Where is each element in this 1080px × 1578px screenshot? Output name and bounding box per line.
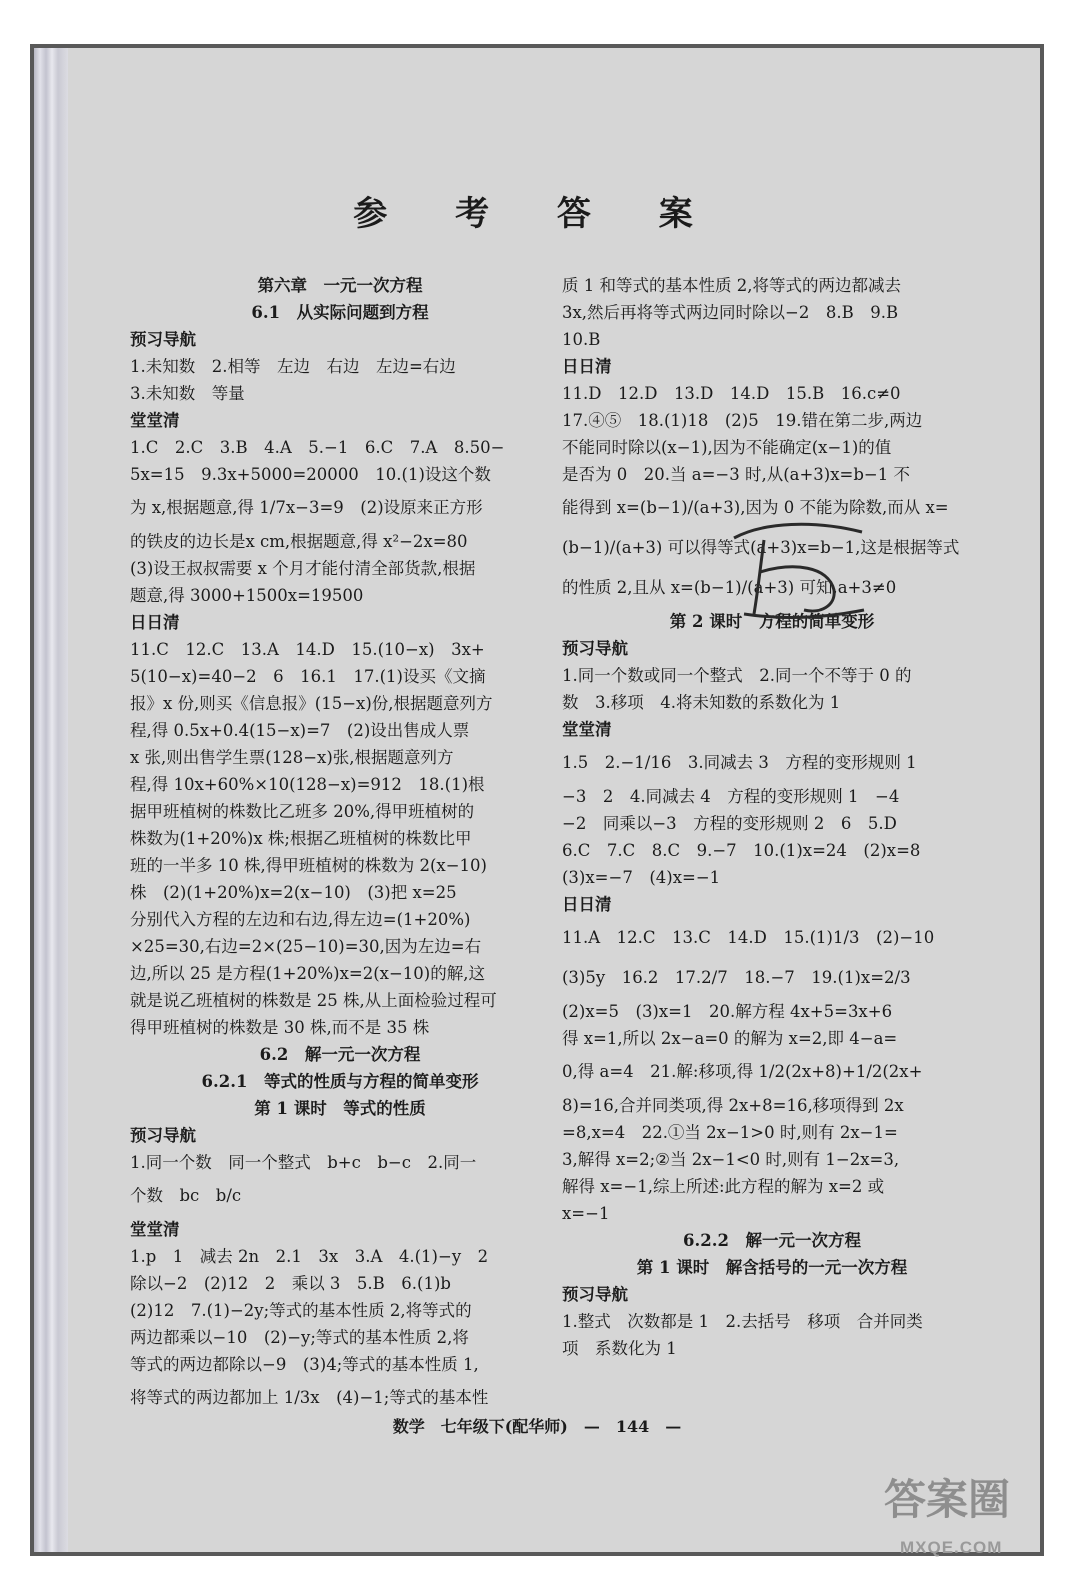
answer-line: 程,得 0.5x+0.4(15−x)=7 (2)设出售成人票 xyxy=(130,721,470,740)
answer-line: 两边都乘以−10 (2)−y;等式的基本性质 2,将 xyxy=(130,1328,469,1347)
answer-line: 3,解得 x=2;②当 2x−1<0 时,则有 1−2x=3, xyxy=(562,1150,900,1169)
answer-line: 5x=15 9.3x+5000=20000 10.(1)设这个数 xyxy=(130,465,491,484)
answer-line: (3)设王叔叔需要 x 个月才能付清全部货款,根据 xyxy=(130,559,476,578)
answer-page xyxy=(34,48,1040,1552)
answer-line: 分别代入方程的左边和右边,得左边=(1+20%) xyxy=(130,910,471,929)
answer-line: 项 系数化为 1 xyxy=(562,1339,677,1358)
answer-line: 解得 x=−1,综上所述:此方程的解为 x=2 或 xyxy=(562,1177,885,1196)
answer-line: 11.C 12.C 13.A 14.D 15.(10−x) 3x+ xyxy=(130,640,485,659)
subsection-label: 日日清 xyxy=(130,613,180,632)
section-heading: 6.2 解一元一次方程 xyxy=(259,1045,421,1064)
answer-line: 程,得 10x+60%×10(128−x)=912 18.(1)根 xyxy=(130,775,485,794)
answer-line: 1.整式 次数都是 1 2.去括号 移项 合并同类 xyxy=(562,1312,923,1331)
chapter-heading: 第六章 一元一次方程 xyxy=(257,276,423,295)
answer-line: 的性质 2,且从 x=(b−1)/(a+3) 可知,a+3≠0 xyxy=(562,578,897,597)
answer-line: 1.同一个数或同一个整式 2.同一个不等于 0 的 xyxy=(562,666,912,685)
answer-line: −2 同乘以−3 方程的变形规则 2 6 5.D xyxy=(562,814,897,833)
answer-line: 0,得 a=4 21.解:移项,得 1/2(2x+8)+1/2(2x+ xyxy=(562,1062,923,1081)
answer-line: 1.p 1 减去 2n 2.1 3x 3.A 4.(1)−y 2 xyxy=(130,1247,489,1266)
left-column xyxy=(130,272,550,1418)
answer-line: 8)=16,合并同类项,得 2x+8=16,移项得到 2x xyxy=(562,1096,904,1115)
answer-line: 质 1 和等式的基本性质 2,将等式的两边都减去 xyxy=(562,276,901,295)
answer-line: 1.未知数 2.相等 左边 右边 左边=右边 xyxy=(130,357,456,376)
answer-line: 得甲班植树的株数是 30 株,而不是 35 株 xyxy=(130,1018,430,1037)
answer-line: 17.④⑤ 18.(1)18 (2)5 19.错在第二步,两边 xyxy=(562,411,923,430)
section-heading: 6.1 从实际问题到方程 xyxy=(251,303,429,322)
answer-line: ×25=30,右边=2×(25−10)=30,因为左边=右 xyxy=(130,937,482,956)
answer-line: 6.C 7.C 8.C 9.−7 10.(1)x=24 (2)x=8 xyxy=(562,841,921,860)
answer-line: 是否为 0 20.当 a=−3 时,从(a+3)x=b−1 不 xyxy=(562,465,910,484)
answer-line: (2)x=5 (3)x=1 20.解方程 4x+5=3x+6 xyxy=(562,1002,893,1021)
answer-line: 11.A 12.C 13.C 14.D 15.(1)1/3 (2)−10 xyxy=(562,928,935,947)
answer-line: 为 x,根据题意,得 1/7x−3=9 (2)设原来正方形 xyxy=(130,498,483,517)
svg-text:答案圈: 答案圈 xyxy=(884,1475,1011,1524)
answer-line: 将等式的两边都加上 1/3x (4)−1;等式的基本性 xyxy=(130,1388,489,1407)
handwritten-scribble xyxy=(724,510,874,630)
answer-line: 3.未知数 等量 xyxy=(130,384,245,403)
answer-line: 不能同时除以(x−1),因为不能确定(x−1)的值 xyxy=(562,438,892,457)
answer-line: 数 3.移项 4.将未知数的系数化为 1 xyxy=(562,693,841,712)
subsection-label: 日日清 xyxy=(562,357,612,376)
answer-line: 5(10−x)=40−2 6 16.1 17.(1)设买《文摘 xyxy=(130,667,486,686)
answer-line: 10.B xyxy=(562,330,601,349)
lesson-heading: 第 1 课时 解含括号的一元一次方程 xyxy=(636,1258,908,1277)
answer-line: 等式的两边都除以−9 (3)4;等式的基本性质 1, xyxy=(130,1355,479,1374)
answer-line: x 张,则出售学生票(128−x)张,根据题意列方 xyxy=(130,748,454,767)
answer-line: =8,x=4 22.①当 2x−1>0 时,则有 2x−1= xyxy=(562,1123,898,1142)
answer-line: 1.5 2.−1/16 3.同减去 3 方程的变形规则 1 xyxy=(562,753,917,772)
right-column xyxy=(562,272,982,1362)
subsection-label: 堂堂清 xyxy=(130,411,180,430)
section-heading: 6.2.2 解一元一次方程 xyxy=(683,1231,861,1250)
subsection-label: 预习导航 xyxy=(130,330,196,349)
answer-line: (2)12 7.(1)−2y;等式的基本性质 2,将等式的 xyxy=(130,1301,472,1320)
answer-line: 株 (2)(1+20%)x=2(x−10) (3)把 x=25 xyxy=(130,883,457,902)
answer-line: 的铁皮的边长是x cm,根据题意,得 x²−2x=80 xyxy=(130,532,468,551)
answer-line: 3x,然后再将等式两边同时除以−2 8.B 9.B xyxy=(562,303,899,322)
answer-line: 除以−2 (2)12 2 乘以 3 5.B 6.(1)b xyxy=(130,1274,451,1293)
answer-line: 班的一半多 10 株,得甲班植树的株数为 2(x−10) xyxy=(130,856,487,875)
answer-line: 题意,得 3000+1500x=19500 xyxy=(130,586,364,605)
watermark-logo xyxy=(880,1468,1030,1528)
watermark-url: MXQE.COM xyxy=(900,1538,1003,1557)
subsection-label: 堂堂清 xyxy=(562,720,612,739)
answer-line: 个数 bc b/c xyxy=(130,1186,242,1205)
lesson-heading: 第 1 课时 等式的性质 xyxy=(254,1099,426,1118)
answer-line: 1.C 2.C 3.B 4.A 5.−1 6.C 7.A 8.50− xyxy=(130,438,505,457)
answer-line: (b−1)/(a+3) 可以得等式(a+3)x=b−1,这是根据等式 xyxy=(562,538,960,557)
answer-line: 11.D 12.D 13.D 14.D 15.B 16.c≠0 xyxy=(562,384,901,403)
subsection-label: 预习导航 xyxy=(562,1285,628,1304)
subsection-label: 日日清 xyxy=(562,895,612,914)
section-heading: 6.2.1 等式的性质与方程的简单变形 xyxy=(201,1072,479,1091)
answer-line: 株数为(1+20%)x 株;根据乙班植树的株数比甲 xyxy=(130,829,472,848)
subsection-label: 预习导航 xyxy=(130,1126,196,1145)
answer-line: (3)5y 16.2 17.2/7 18.−7 19.(1)x=2/3 xyxy=(562,968,911,987)
answer-line: 报》x 份,则买《信息报》(15−x)份,根据题意列方 xyxy=(130,694,493,713)
answer-line: −3 2 4.同减去 4 方程的变形规则 1 −4 xyxy=(562,787,900,806)
subsection-label: 堂堂清 xyxy=(130,1220,180,1239)
lesson-heading: 第 2 课时 方程的简单变形 xyxy=(669,612,875,631)
answer-line: 得 x=1,所以 2x−a=0 的解为 x=2,即 4−a= xyxy=(562,1029,898,1048)
subsection-label: 预习导航 xyxy=(562,639,628,658)
answer-line: 能得到 x=(b−1)/(a+3),因为 0 不能为除数,而从 x= xyxy=(562,498,949,517)
answer-line: 边,所以 25 是方程(1+20%)x=2(x−10)的解,这 xyxy=(130,964,485,983)
page-title: 参 考 答 案 xyxy=(353,194,721,234)
answer-line: 就是说乙班植树的株数是 25 株,从上面检验过程可 xyxy=(130,991,497,1010)
answer-line: 1.同一个数 同一个整式 b+c b−c 2.同一 xyxy=(130,1153,477,1172)
answer-line: 据甲班植树的株数比乙班多 20%,得甲班植树的 xyxy=(130,802,475,821)
answer-line: x=−1 xyxy=(562,1204,610,1223)
page-footer: 数学 七年级下(配华师) — 144 — xyxy=(392,1417,682,1436)
binding-edge xyxy=(34,48,68,1552)
answer-line: (3)x=−7 (4)x=−1 xyxy=(562,868,721,887)
